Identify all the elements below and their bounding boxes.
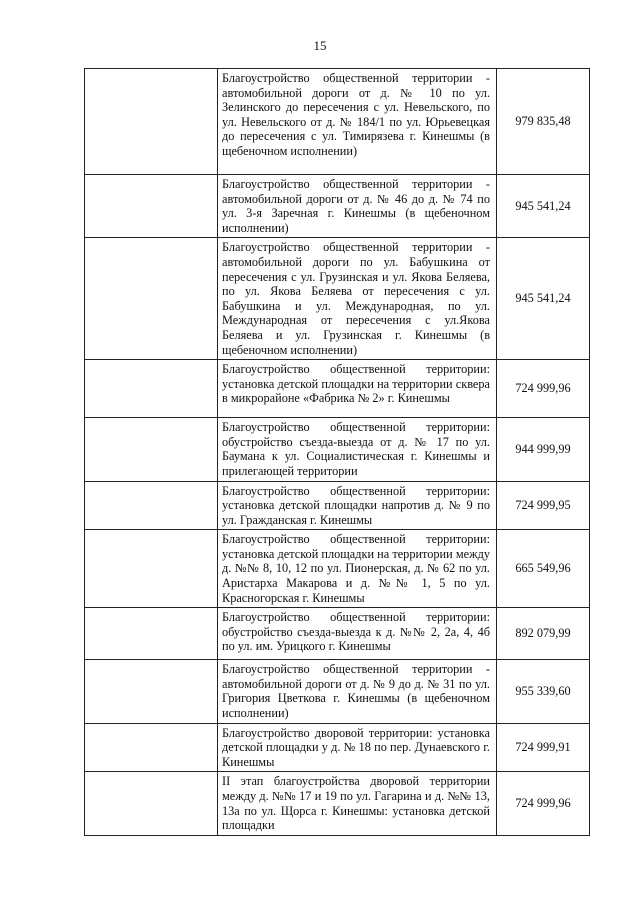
row-amount: 724 999,96 [515,381,571,396]
amount-cell [497,238,590,360]
row-description: Благоустройство общественной территории - автомобильной дороги по ул. Бабушкина от пересечения с ул. Грузинская и ул. Якова Беляева, по ул. Якова Беляева от пересечения с ул. Бабушкина и ул. Международная, по ул. Международная от пересечения с ул.Якова Беляева и ул. Грузинская г. Кинешмы (в щебеночном исполнении) [222,240,490,357]
description-cell [218,175,497,238]
row-description: Благоустройство общественной территории - автомобильной дороги от д. № 10 по ул. Зелинского до пересечения с ул. Невельского, по ул. Невельского от д. № 184/1 по ул. Юрьевецкая до пересечения с ул. Тимирязева г. Кинешмы (в щебеночном исполнении) [222,71,490,158]
table-row [85,723,590,772]
row-amount: 945 541,24 [515,198,571,213]
index-cell [85,418,218,481]
index-cell [85,360,218,418]
index-cell [85,660,218,723]
budget-table [84,68,590,836]
row-description: Благоустройство общественной территории - автомобильной дороги от д. № 9 до д. № 31 по ул. Григория Цветкова г. Кинешмы (в щебеночном исполнении) [222,662,490,721]
description-cell [218,772,497,835]
row-amount: 724 999,95 [515,497,571,512]
amount-cell [497,481,590,530]
amount-cell [497,772,590,835]
row-description: Благоустройство общественной территории - автомобильной дороги от д. № 46 до д. № 74 по ул. 3-я Заречная г. Кинешмы (в щебеночном исполнении) [222,177,490,235]
table-row [85,481,590,530]
description-cell [218,238,497,360]
table-row [85,772,590,835]
row-amount: 955 339,60 [515,683,571,698]
row-description: Благоустройство общественной территории: установка детской площадки напротив д. № 9 по ул. Гражданская г. Кинешмы [222,483,490,527]
row-amount: 945 541,24 [515,291,571,306]
index-cell [85,175,218,238]
description-cell [218,360,497,418]
description-cell [218,530,497,608]
row-description: Благоустройство общественной территории: обустройство съезда-выезда к д. №№ 2, 2а, 4, 4б по ул. им. Урицкого г. Кинешмы [222,610,490,654]
table-row [85,608,590,660]
index-cell [85,69,218,175]
index-cell [85,481,218,530]
table-row [85,360,590,418]
row-amount: 944 999,99 [515,441,571,456]
amount-cell [497,360,590,418]
index-cell [85,608,218,660]
row-description: Благоустройство общественной территории: установка детской площадки на территории между д. №№ 8, 10, 12 по ул. Пионерская, д. № 62 по ул. Аристарха Макарова и д. №№ 1, 5 по ул. Красногорская г. Кинешмы [222,532,490,605]
row-amount: 665 549,96 [515,561,571,576]
table-row [85,238,590,360]
description-cell [218,660,497,723]
amount-cell [497,608,590,660]
description-cell [218,69,497,175]
description-cell [218,608,497,660]
row-description: Благоустройство общественной территории: обустройство съезда-выезда от д. № 17 по ул. Баумана к ул. Социалистическая г. Кинешмы и прилегающей территории [222,420,490,478]
table-row [85,418,590,481]
amount-cell [497,175,590,238]
table-row [85,660,590,723]
amount-cell [497,723,590,772]
row-description: Благоустройство дворовой территории: установка детской площадки у д. № 18 по пер. Дунаевского г. Кинешмы [222,725,490,769]
row-amount: 724 999,96 [515,796,571,811]
amount-cell [497,530,590,608]
index-cell [85,530,218,608]
index-cell [85,238,218,360]
index-cell [85,723,218,772]
description-cell [218,418,497,481]
index-cell [85,772,218,835]
row-amount: 724 999,91 [515,740,571,755]
table-row [85,69,590,175]
amount-cell [497,660,590,723]
amount-cell [497,69,590,175]
amount-cell [497,418,590,481]
description-cell [218,723,497,772]
table-row [85,530,590,608]
page-number: 15 [313,38,327,53]
row-description: II этап благоустройства дворовой территории между д. №№ 17 и 19 по ул. Гагарина и д. №№ 13, 13а по ул. Щорса г. Кинешмы: установка детской площадки [222,774,490,833]
description-cell [218,481,497,530]
row-amount: 892 079,99 [515,626,571,641]
row-description: Благоустройство общественной территории: установка детской площадки на территории сквера в микрорайоне «Фабрика № 2» г. Кинешмы [222,362,490,406]
row-amount: 979 835,48 [515,114,571,128]
table-row [85,175,590,238]
